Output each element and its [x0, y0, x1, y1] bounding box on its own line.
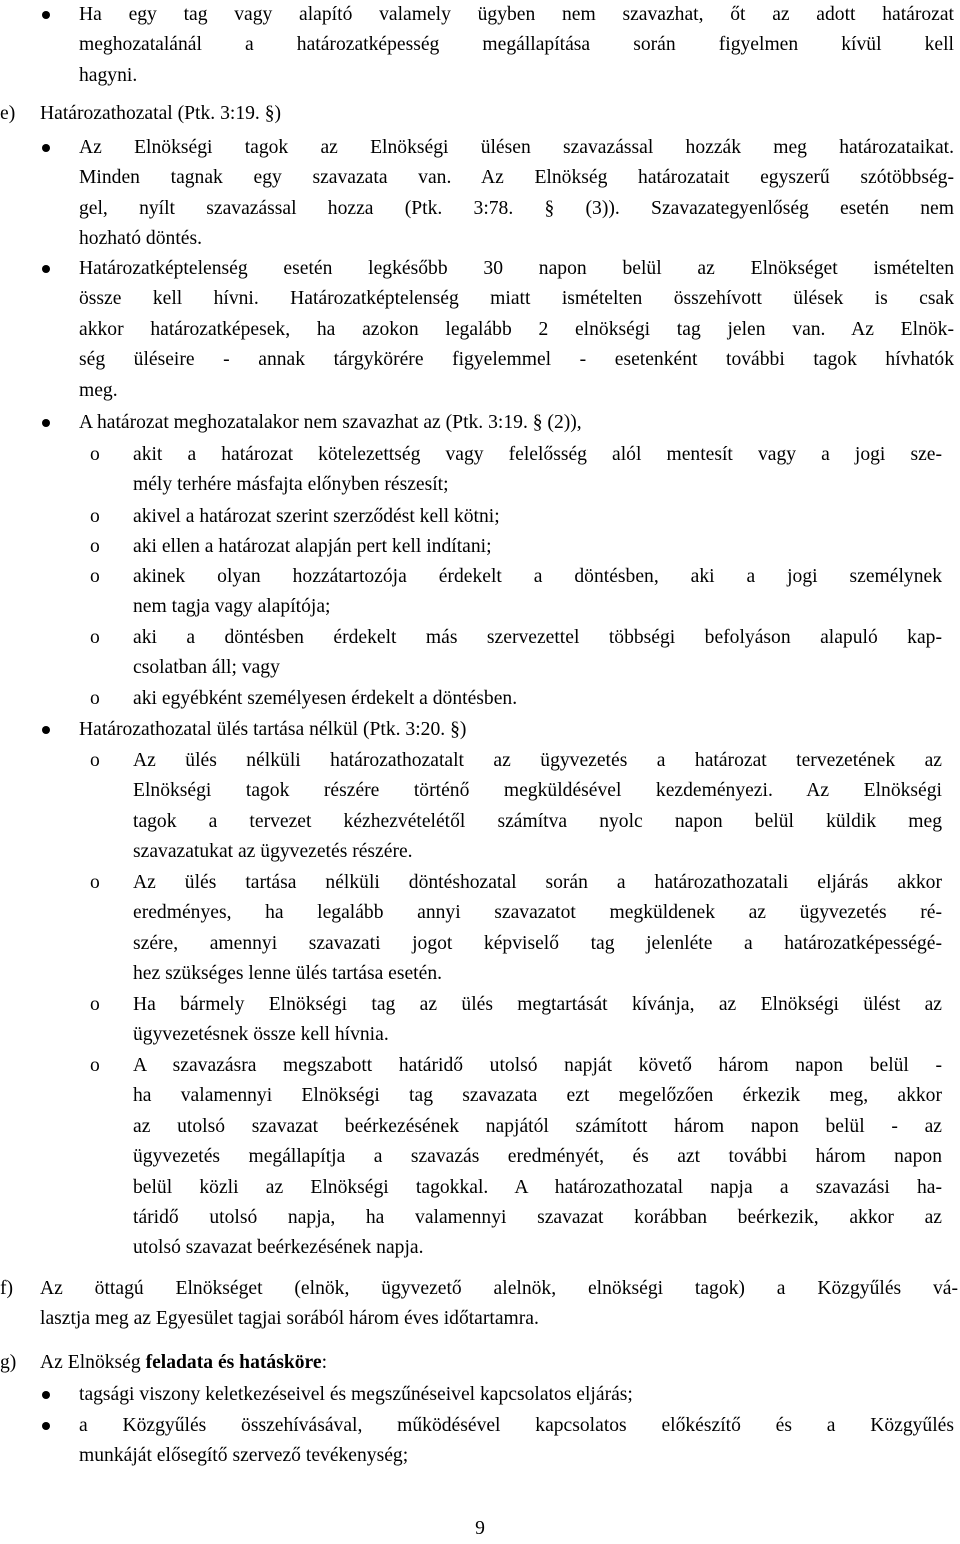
- text-line: szavazatukat az ügyvezetés részére.: [133, 841, 413, 863]
- text-line: munkáját elősegítő szervező tevékenység;: [79, 1445, 409, 1467]
- sub-bullet-circle-icon: o: [90, 1055, 100, 1076]
- sub-bullet-circle-icon: o: [90, 627, 100, 648]
- text-line: akinek olyan hozzátartozója érdekelt a döntésben, aki a jogi személynek: [133, 566, 942, 587]
- text-line: Határozathozatal ülés tartása nélkül (Ptk. 3:20. §): [79, 719, 467, 740]
- text-line: Az ülés nélküli határozathozatalt az ügyvezetés a határozat tervezetének az: [133, 750, 942, 771]
- text-line: lasztja meg az Egyesület tagjai sorából három éves időtartamra.: [40, 1308, 539, 1330]
- bullet-dot-icon: [42, 1422, 50, 1430]
- sub-bullet-circle-icon: o: [90, 750, 100, 771]
- text-line: hozható döntés.: [79, 228, 202, 250]
- paragraph-text: [40, 1274, 958, 1335]
- sub-bullet-circle-icon: o: [90, 566, 100, 587]
- sub-bullet-circle-icon: o: [90, 688, 100, 709]
- text-line: tagsági viszony keletkezéseivel és megszűnéseivel kapcsolatos eljárás;: [79, 1384, 633, 1405]
- text-line: belül közli az Elnökségi tagokkal. A határozathozatal napja a szavazási ha-: [133, 1176, 942, 1198]
- paragraph-text: [79, 715, 954, 745]
- text-line: az utolsó szavazat beérkezésének napjától számított három napon belül - az: [133, 1115, 942, 1137]
- text-line: Határozatképtelenség esetén legkésőbb 30 napon belül az Elnökséget ismételten: [79, 258, 954, 279]
- text-line: hagyni.: [79, 64, 138, 86]
- text-line: Az öttagú Elnökséget (elnök, ügyvezető alelnök, elnökségi tagok) a Közgyűlés vá-: [40, 1278, 958, 1299]
- text-line: Határozathozatal (Ptk. 3:19. §): [40, 103, 282, 124]
- text-line: össze kell hívni. Határozatképtelenség miatt ismételten összehívott ülések is csak: [79, 288, 954, 310]
- sub-bullet-circle-icon: o: [90, 872, 100, 893]
- paragraph-text: [133, 1051, 942, 1264]
- paragraph-text: [79, 254, 954, 406]
- section-label: e): [0, 103, 16, 124]
- bullet-dot-icon: [42, 144, 50, 152]
- text-line: ügyvezetés megállapítja a szavazás eredményét, és azt további három napon: [133, 1146, 942, 1168]
- text-line: aki a döntésben érdekelt más szervezettel többségi befolyáson alapuló kap-: [133, 627, 942, 648]
- paragraph-text: [133, 502, 942, 532]
- sub-bullet-circle-icon: o: [90, 536, 100, 557]
- text-line: akivel a határozat szerint szerződést kell kötni;: [133, 506, 500, 527]
- sub-bullet-circle-icon: o: [90, 994, 100, 1015]
- text-line: meghozatalánál a határozatképesség megállapítása során figyelmen kívül kell: [79, 34, 954, 56]
- paragraph-text: [133, 684, 942, 714]
- paragraph-text: [133, 746, 942, 868]
- text-line: ügyvezetésnek össze kell hívnia.: [133, 1024, 389, 1046]
- text-line: szére, amennyi szavazati jogot képviselő tag jelenléte a határozatképességé-: [133, 932, 942, 954]
- text-line: utolsó szavazat beérkezésének napja.: [133, 1237, 424, 1259]
- text-line: Ha egy tag vagy alapító valamely ügyben nem szavazhat, őt az adott határozat: [79, 4, 954, 25]
- text-line: ség üléseire - annak tárgykörére figyelemmel - esetenként további tagok hívhatók: [79, 349, 954, 371]
- text-line: a Közgyűlés összehívásával, működésével kapcsolatos előkészítő és a Közgyűlés: [79, 1415, 954, 1436]
- text-line: csolatban áll; vagy: [133, 657, 280, 679]
- text-line: meg.: [79, 379, 118, 401]
- paragraph-text: [79, 1380, 954, 1410]
- text-line: ha valamennyi Elnökségi tag szavazata ezt megelőzően érkezik meg, akkor: [133, 1085, 942, 1107]
- bullet-dot-icon: [42, 265, 50, 273]
- text-line: A határozat meghozatalakor nem szavazhat az (Ptk. 3:19. § (2)),: [79, 412, 582, 433]
- bullet-dot-icon: [42, 11, 50, 19]
- paragraph-text: [40, 1348, 958, 1378]
- section-label: g): [0, 1352, 17, 1373]
- text-run: :: [321, 1352, 328, 1373]
- paragraph-text: [79, 1411, 954, 1472]
- page-number: 9: [475, 1518, 485, 1539]
- paragraph-text: [133, 623, 942, 684]
- bullet-dot-icon: [42, 726, 50, 734]
- paragraph-text: [40, 99, 958, 129]
- text-line: tagok a tervezet kézhezvételétől számítva nyolc napon belül küldik meg: [133, 810, 942, 832]
- text-line: Ha bármely Elnökségi tag az ülés megtartását kívánja, az Elnökségi ülést az: [133, 994, 942, 1015]
- paragraph-text: [133, 562, 942, 623]
- text-line: Elnökségi tagok részére történő megküldésével kezdeményezi. Az Elnökségi: [133, 780, 942, 802]
- paragraph-text: [133, 990, 942, 1051]
- text-line: hez szükséges lenne ülés tartása esetén.: [133, 963, 443, 985]
- paragraph-text: [79, 408, 954, 438]
- text-line: aki egyébként személyesen érdekelt a döntésben.: [133, 688, 518, 709]
- text-line: mély terhére másfajta előnyben részesít;: [133, 474, 449, 496]
- text-line: A szavazásra megszabott határidő utolsó napját követő három napon belül -: [133, 1055, 942, 1076]
- text-line: Az ülés tartása nélküli döntéshozatal során a határozathozatali eljárás akkor: [133, 872, 942, 893]
- paragraph-text: [79, 0, 954, 91]
- paragraph-text: [133, 440, 942, 501]
- text-line: aki ellen a határozat alapján pert kell indítani;: [133, 536, 492, 557]
- text-line: nem tagja vagy alapítója;: [133, 596, 331, 618]
- text-line: táridő utolsó napja, ha valamennyi szavazat korábban beérkezik, akkor az: [133, 1207, 942, 1229]
- text-line: gel, nyílt szavazással hozza (Ptk. 3:78. § (3)). Szavazategyenlőség esetén nem: [79, 197, 954, 219]
- sub-bullet-circle-icon: o: [90, 506, 100, 527]
- bullet-dot-icon: [42, 419, 50, 427]
- text-line: Minden tagnak egy szavazata van. Az Elnökség határozatait egyszerű szótöbbség-: [79, 167, 954, 189]
- text-line: Az Elnökségi tagok az Elnökségi ülésen szavazással hozzák meg határozataikat.: [79, 137, 954, 158]
- text-line: akkor határozatképesek, ha azokon legalább 2 elnökségi tag jelen van. Az Elnök-: [79, 318, 954, 340]
- section-label: f): [0, 1278, 14, 1299]
- paragraph-text: [79, 133, 954, 255]
- text-line: eredményes, ha legalább annyi szavazatot megküldenek az ügyvezetés ré-: [133, 902, 942, 924]
- sub-bullet-circle-icon: o: [90, 444, 100, 465]
- text-run: Az Elnökség: [40, 1352, 146, 1373]
- text-line: akit a határozat kötelezettség vagy felelősség alól mentesít vagy a jogi sze-: [133, 444, 942, 465]
- paragraph-text: [133, 868, 942, 990]
- bold-text-run: feladata és hatásköre: [145, 1352, 322, 1373]
- bullet-dot-icon: [42, 1391, 50, 1399]
- paragraph-text: [133, 532, 942, 562]
